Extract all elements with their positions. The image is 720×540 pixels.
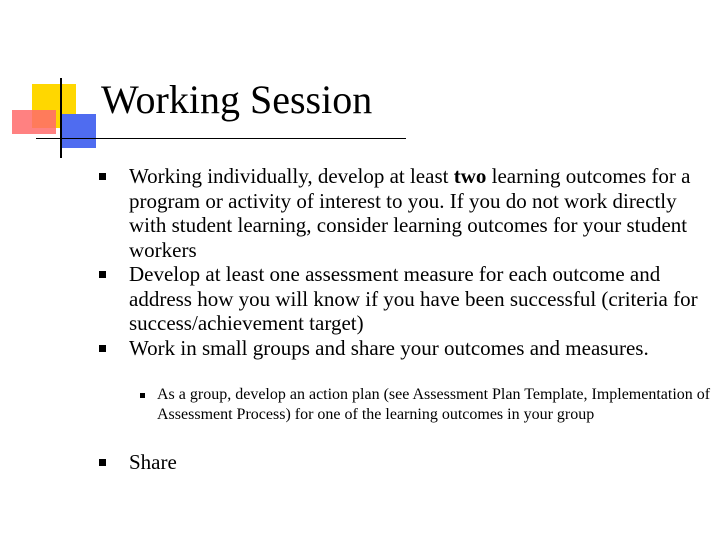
bullet-marker xyxy=(99,345,106,352)
decor-blue-square xyxy=(60,114,96,148)
bullet-text-1 xyxy=(129,164,699,262)
bullet-text-1-bold: two xyxy=(453,164,487,188)
slide-title: Working Session xyxy=(101,77,373,122)
bullet-text-3: Work in small groups and share your outcomes and measures. xyxy=(129,336,649,360)
bullet-marker xyxy=(99,459,106,466)
title-underline xyxy=(36,138,406,139)
decor-red-bar xyxy=(12,110,56,134)
bullet-text-2: Develop at least one assessment measure for each outcome and address how you will know if you have been successful (criteria for success/achievement target) xyxy=(129,262,698,335)
bullet-marker xyxy=(99,271,106,278)
decor-vertical-line xyxy=(60,78,62,158)
bullet-text-1-start: Working individually, develop at least xyxy=(129,164,454,188)
sub-bullet-text-1: As a group, develop an action plan (see Assessment Plan Template, Implementation of Assessment Process) for one of the learning outcomes in your group xyxy=(157,386,711,423)
bullet-marker xyxy=(99,173,106,180)
bullet-text-1-end: learning outcomes for a program or activity of interest to you. If you do not work directly with student learning, consider learning outcomes for your student workers xyxy=(129,164,691,262)
sub-bullet-marker xyxy=(140,393,145,398)
bullet-text-4: Share xyxy=(129,450,177,474)
